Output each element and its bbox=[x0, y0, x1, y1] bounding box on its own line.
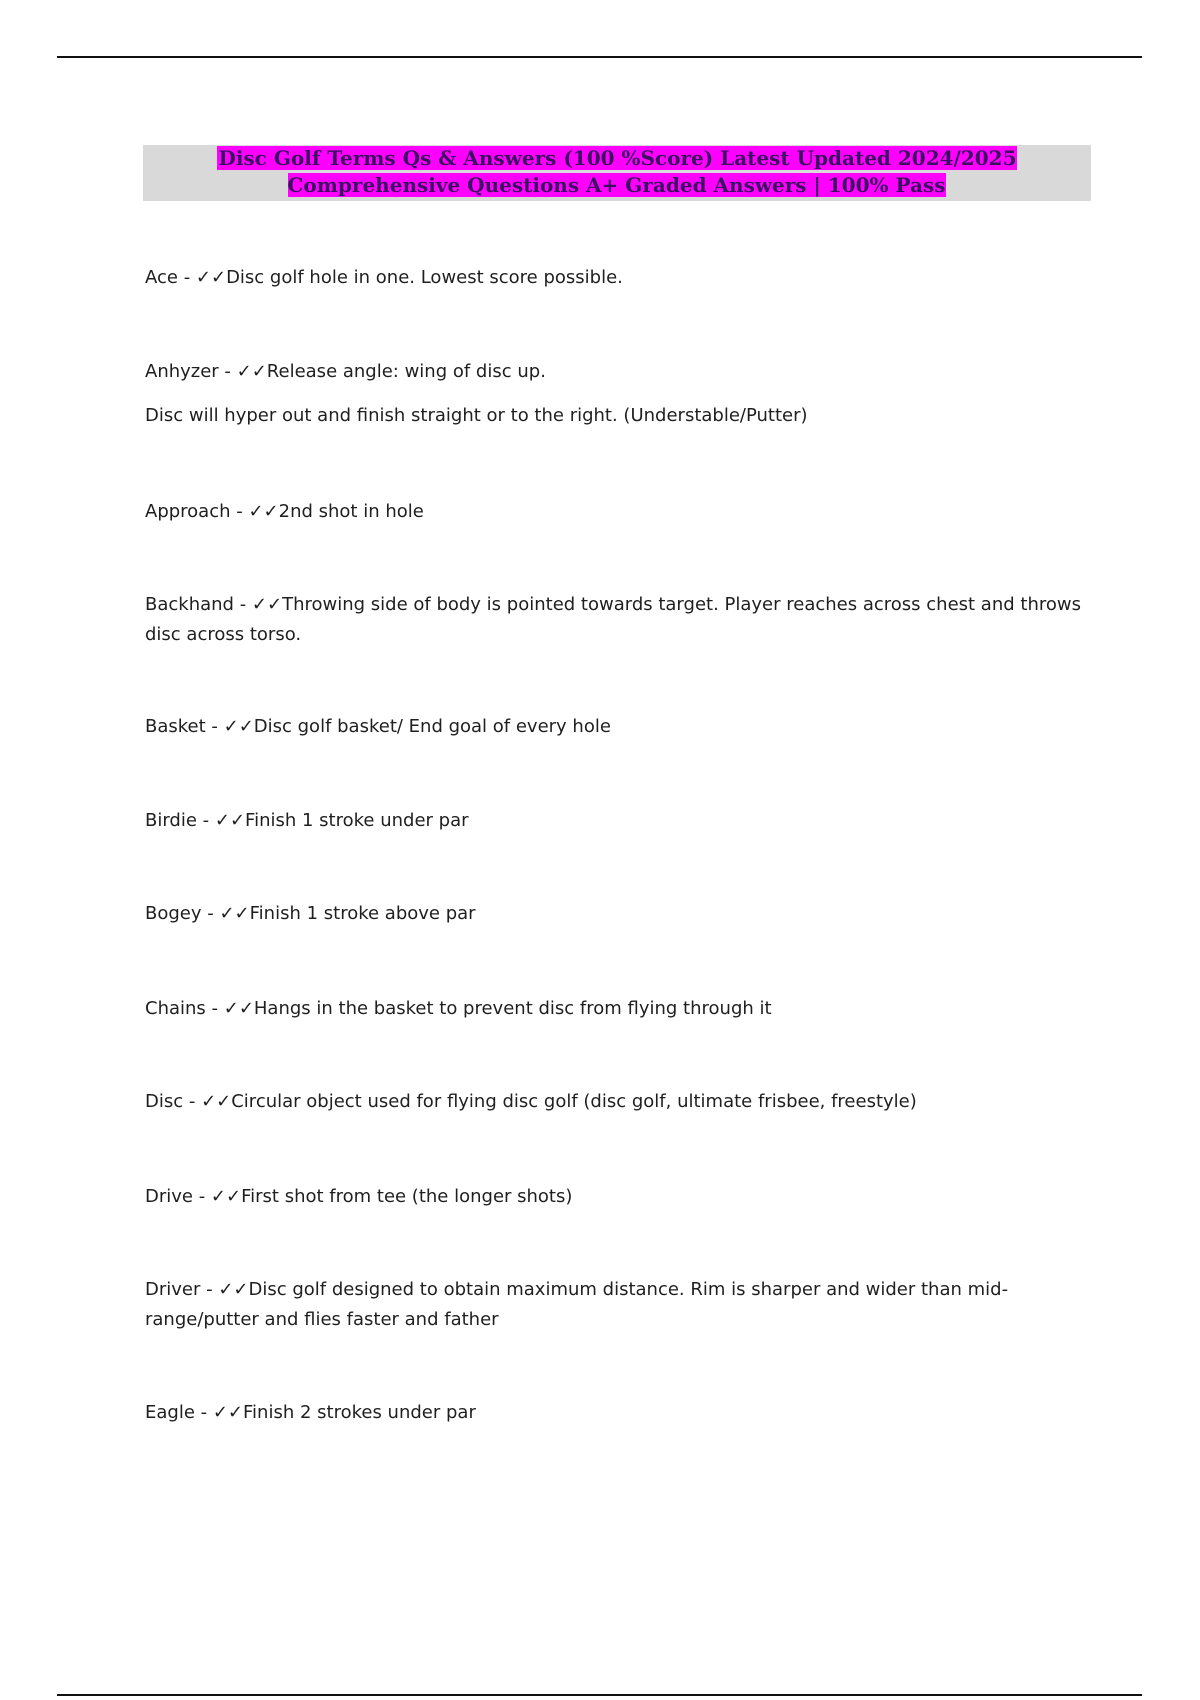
term-definition: Disc - ✓✓Circular object used for flying disc golf (disc golf, ultimate frisbee, freestyle) bbox=[145, 1091, 917, 1112]
term-definition: Basket - ✓✓Disc golf basket/ End goal of every hole bbox=[145, 716, 611, 737]
term-definition: Chains - ✓✓Hangs in the basket to prevent disc from flying through it bbox=[145, 998, 772, 1019]
term-entry-basket bbox=[145, 712, 1100, 742]
term-definition-extra: Disc will hyper out and finish straight or to the right. (Understable/Putter) bbox=[145, 405, 808, 426]
term-definition: Anhyzer - ✓✓Release angle: wing of disc up. bbox=[145, 361, 546, 382]
term-definition: Driver - ✓✓Disc golf designed to obtain maximum distance. Rim is sharper and wider than mid-range/putter and flies faster and father bbox=[145, 1279, 1009, 1330]
header-rule bbox=[57, 56, 1142, 58]
term-definition: Birdie - ✓✓Finish 1 stroke under par bbox=[145, 810, 469, 831]
term-definition: Bogey - ✓✓Finish 1 stroke above par bbox=[145, 903, 476, 924]
term-entry-disc bbox=[145, 1087, 1100, 1117]
term-entry-backhand bbox=[145, 590, 1100, 650]
term-entry-drive bbox=[145, 1182, 1100, 1212]
term-entry-approach bbox=[145, 497, 1100, 527]
term-entry-bogey bbox=[145, 899, 1100, 929]
footer-rule bbox=[57, 1694, 1142, 1696]
term-entry-birdie bbox=[145, 806, 1100, 836]
term-entry-driver bbox=[145, 1275, 1100, 1335]
term-definition: Backhand - ✓✓Throwing side of body is pointed towards target. Player reaches across chest and throws disc across torso. bbox=[145, 594, 1081, 645]
term-entry-chains bbox=[145, 994, 1100, 1024]
term-definition: Drive - ✓✓First shot from tee (the longer shots) bbox=[145, 1186, 573, 1207]
document-title: Disc Golf Terms Qs & Answers (100 %Score) Latest Updated 2024/2025 Comprehensive Questions A+ Graded Answers | 100% Pass bbox=[218, 146, 1017, 197]
term-entry-anhyzer bbox=[145, 357, 1100, 431]
term-definition: Approach - ✓✓2nd shot in hole bbox=[145, 501, 424, 522]
term-entry-eagle bbox=[145, 1398, 1100, 1428]
term-entry-ace bbox=[145, 263, 1100, 293]
term-definition: Eagle - ✓✓Finish 2 strokes under par bbox=[145, 1402, 476, 1423]
document-title-box bbox=[143, 145, 1091, 201]
term-definition: Ace - ✓✓Disc golf hole in one. Lowest score possible. bbox=[145, 267, 623, 288]
